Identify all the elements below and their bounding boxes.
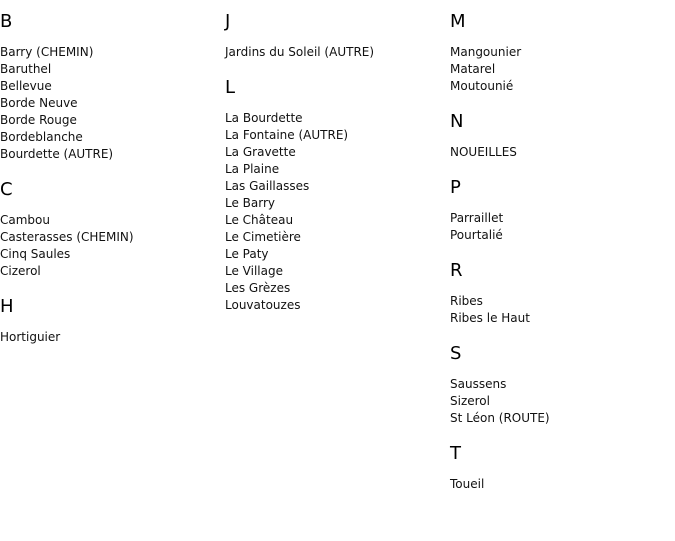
street-list (225, 110, 440, 314)
street-item[interactable]: Bellevue (0, 79, 52, 93)
street-item[interactable]: La Gravette (225, 145, 296, 159)
street-item[interactable]: Sizerol (450, 394, 490, 408)
street-item[interactable]: Bordeblanche (0, 130, 83, 144)
street-item[interactable]: Mangounier (450, 45, 522, 59)
street-item[interactable]: Borde Neuve (0, 96, 78, 110)
street-item[interactable]: La Plaine (225, 162, 280, 176)
street-list (450, 476, 665, 493)
letter-group-m (450, 11, 665, 95)
letter-group-p (450, 177, 665, 244)
letter-heading: T (450, 443, 461, 464)
letter-group-c (0, 179, 215, 280)
letter-heading: P (450, 177, 461, 198)
street-item[interactable]: Matarel (450, 62, 496, 76)
street-item[interactable]: Parraillet (450, 211, 504, 225)
street-list (0, 212, 215, 280)
street-item[interactable]: Cizerol (0, 264, 41, 278)
street-item[interactable]: Le Château (225, 213, 294, 227)
letter-heading: N (450, 111, 464, 132)
letter-group-t (450, 443, 665, 493)
street-item[interactable]: Pourtalié (450, 228, 503, 242)
letter-group-r (450, 260, 665, 327)
street-item[interactable]: Le Paty (225, 247, 269, 261)
street-list (450, 44, 665, 95)
letter-group-s (450, 343, 665, 427)
street-item[interactable]: Cinq Saules (0, 247, 71, 261)
street-item[interactable]: NOUEILLES (450, 145, 517, 159)
street-list (225, 44, 440, 61)
letter-group-j (225, 11, 440, 61)
letter-heading: R (450, 260, 463, 281)
street-item[interactable]: Moutounié (450, 79, 514, 93)
street-item[interactable]: Saussens (450, 377, 507, 391)
street-item[interactable]: Ribes le Haut (450, 311, 530, 325)
street-item[interactable]: Le Barry (225, 196, 276, 210)
street-item[interactable]: La Bourdette (225, 111, 303, 125)
street-item[interactable]: Cambou (0, 213, 50, 227)
street-list (450, 376, 665, 427)
letter-heading: B (0, 11, 13, 32)
letter-group-l (225, 77, 440, 314)
index-column-2 (225, 0, 440, 314)
street-item[interactable]: Toueil (450, 477, 485, 491)
street-item[interactable]: Borde Rouge (0, 113, 77, 127)
letter-heading: M (450, 11, 466, 32)
letter-group-n (450, 111, 665, 161)
street-list (450, 293, 665, 327)
street-item[interactable]: Le Village (225, 264, 283, 278)
street-item[interactable]: Louvatouzes (225, 298, 301, 312)
street-item[interactable]: Hortiguier (0, 330, 61, 344)
street-list (450, 210, 665, 244)
street-list (0, 44, 215, 163)
street-item[interactable]: Les Grèzes (225, 281, 291, 295)
letter-heading: C (0, 179, 13, 200)
street-item[interactable]: Jardins du Soleil (AUTRE) (225, 45, 375, 59)
street-item[interactable]: Casterasses (CHEMIN) (0, 230, 134, 244)
street-item[interactable]: Bourdette (AUTRE) (0, 147, 114, 161)
letter-heading: L (225, 77, 236, 98)
street-list (0, 329, 215, 346)
letter-group-b (0, 11, 215, 163)
street-item[interactable]: La Fontaine (AUTRE) (225, 128, 349, 142)
street-item[interactable]: St Léon (ROUTE) (450, 411, 550, 425)
letter-group-h (0, 296, 215, 346)
street-list (450, 144, 665, 161)
street-item[interactable]: Le Cimetière (225, 230, 301, 244)
street-item[interactable]: Barry (CHEMIN) (0, 45, 94, 59)
letter-heading: J (225, 11, 231, 32)
street-item[interactable]: Las Gaillasses (225, 179, 310, 193)
index-column-3 (450, 0, 665, 493)
letter-heading: H (0, 296, 14, 317)
street-item[interactable]: Ribes (450, 294, 483, 308)
letter-heading: S (450, 343, 462, 364)
index-column-1 (0, 0, 215, 346)
street-item[interactable]: Baruthel (0, 62, 52, 76)
